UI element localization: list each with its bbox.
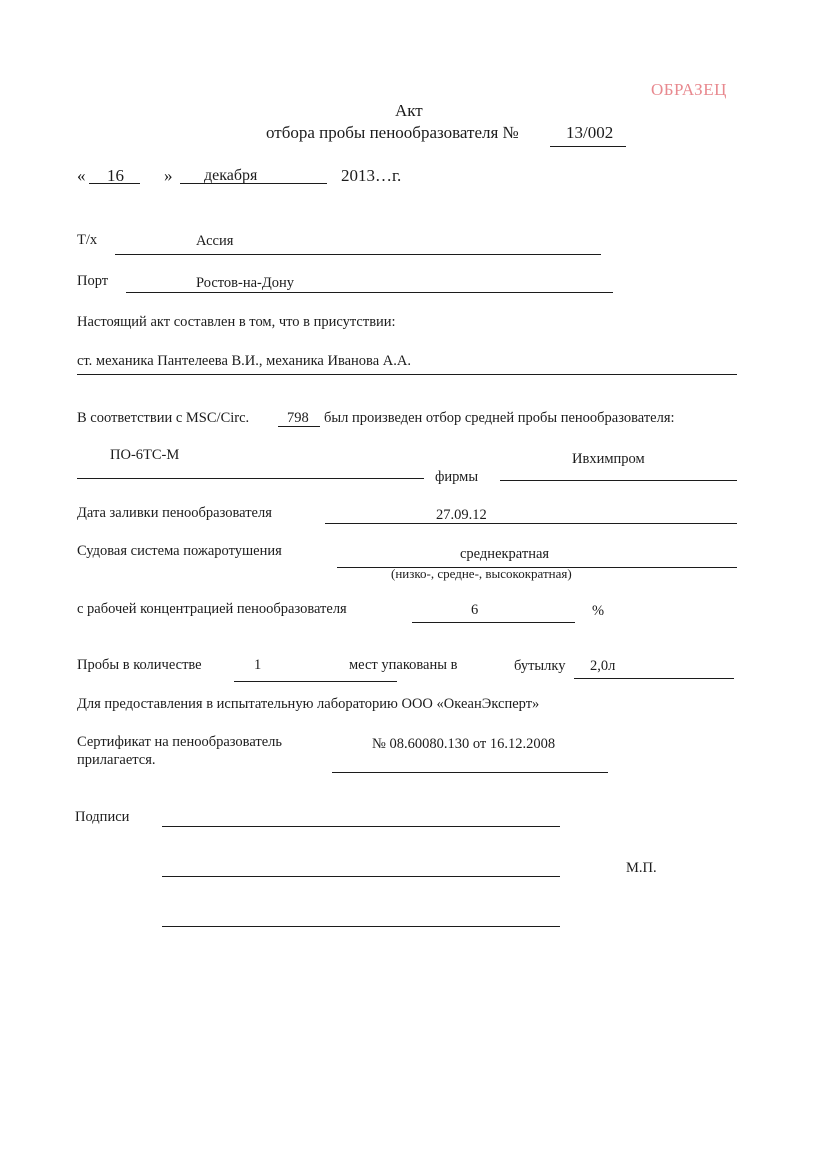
lab-text: Для предоставления в испытательную лабораторию ООО «ОкеанЭксперт» [77,696,540,712]
vessel-line [115,254,601,255]
document-subtitle: отбора пробы пенообразователя № [266,123,519,142]
date-month: декабря [204,167,258,184]
certificate-label-line1: Сертификат на пенообразователь [77,734,283,750]
fill-date-value: 27.09.12 [436,507,487,523]
date-close-quote: » [164,166,173,185]
circ-suffix: был произведен отбор средней пробы пенообразователя: [324,410,675,426]
samples-count-line [234,681,397,682]
signature-line-3 [162,926,560,927]
concentration-unit: % [592,603,605,619]
day-line [89,183,140,184]
port-line [126,292,613,293]
samples-places: мест упакованы в [349,657,458,673]
signature-line-2 [162,876,560,877]
container-label: бутылку [514,658,566,674]
date-day: 16 [107,166,124,185]
container-value: 2,0л [590,658,616,674]
system-label: Судовая система пожаротушения [77,543,282,559]
vessel-value: Ассия [196,233,234,249]
samples-count: 1 [254,657,262,673]
seal-label: М.П. [626,860,657,876]
presence-persons: ст. механика Пантелеева В.И., механика Иванова А.А. [77,353,411,369]
vessel-label: Т/х [77,232,98,248]
sample-stamp: ОБРАЗЕЦ [651,80,727,99]
date-open-quote: « [77,166,86,185]
act-number: 13/002 [566,123,614,142]
certificate-line [332,772,608,773]
act-number-line [550,146,626,147]
certificate-label-line2: прилагается. [77,752,156,768]
circ-number-line [278,426,320,427]
system-value: среднекратная [460,546,550,562]
foam-type: ПО-6ТС-М [110,447,180,463]
fill-date-line [325,523,737,524]
presence-intro: Настоящий акт составлен в том, что в присутствии: [77,314,396,330]
system-hint: (низко-, средне-, высокократная) [391,566,572,581]
circ-number: 798 [287,410,309,426]
container-line [574,678,734,679]
month-line [180,183,327,184]
fill-date-label: Дата заливки пенообразователя [77,505,272,521]
certificate-value: № 08.60080.130 от 16.12.2008 [372,736,556,752]
samples-label: Пробы в количестве [77,657,202,673]
firm-label: фирмы [435,469,479,485]
foam-type-line [77,478,424,479]
presence-line [77,374,737,375]
port-value: Ростов-на-Дону [196,275,294,291]
port-label: Порт [77,273,109,289]
firm-line [500,480,737,481]
circ-prefix: В соответствии с MSC/Circ. [77,410,250,426]
date-year: 2013…г. [341,166,402,185]
document-title: Акт [395,101,423,120]
concentration-label: с рабочей концентрацией пенообразователя [77,601,347,617]
signature-line-1 [162,826,560,827]
firm-value: Ивхимпром [572,451,645,467]
concentration-value: 6 [471,602,479,618]
concentration-line [412,622,575,623]
signatures-label: Подписи [75,809,130,825]
